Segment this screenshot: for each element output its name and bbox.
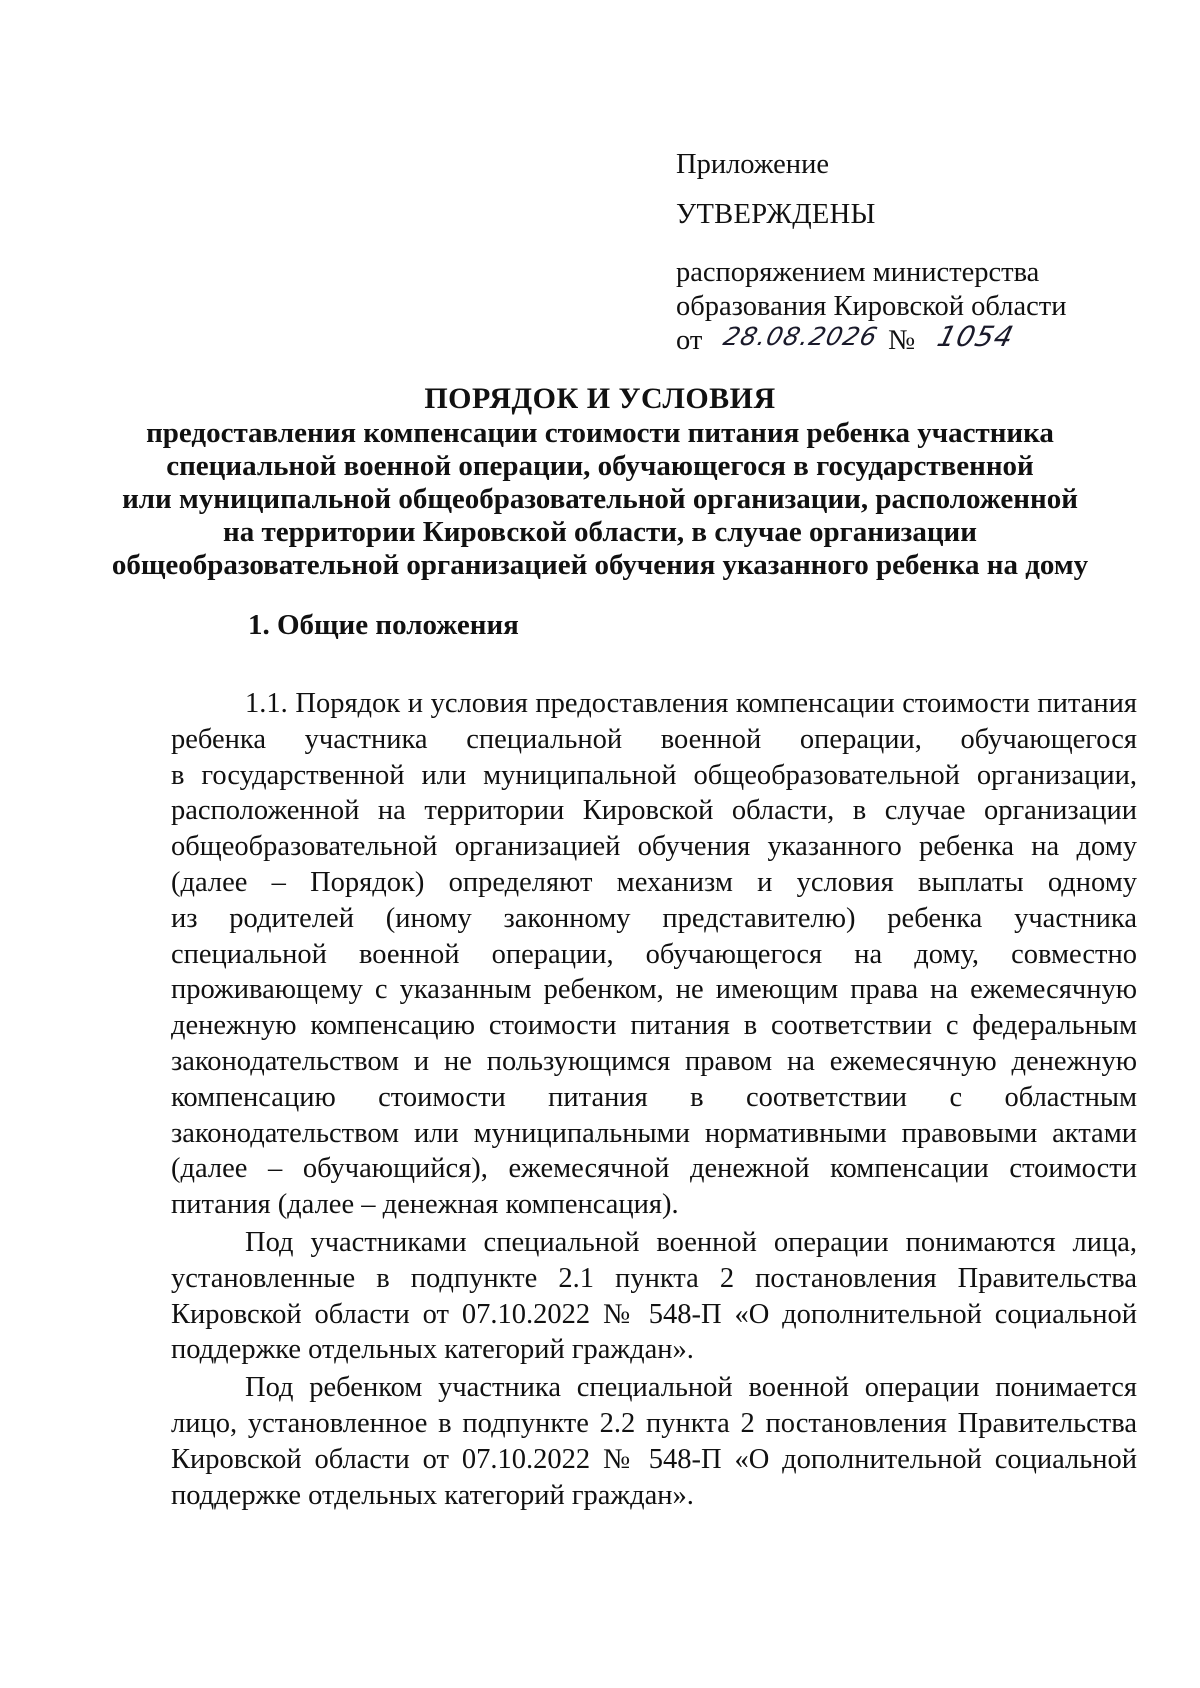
paragraph-svo-participants	[171, 1225, 1137, 1368]
title-subline: специальной военной операции, обучающегося в государственной	[166, 450, 1034, 482]
approval-line: образования Кировской области	[676, 291, 1067, 322]
handwritten-number: 1054	[934, 320, 1018, 353]
title-main: ПОРЯДОК И УСЛОВИЯ	[424, 382, 776, 415]
text-line: лицо, установленное в подпункте 2.2 пункта 2 постановления Правительства	[171, 1407, 1137, 1439]
text-line: законодательством и не пользующимся правом на ежемесячную денежную	[171, 1045, 1137, 1077]
number-sign: №	[888, 325, 916, 356]
text-line: поддержке отдельных категорий граждан».	[171, 1334, 694, 1366]
text-line: Под ребенком участника специальной военной операции понимается	[245, 1372, 1137, 1404]
text-line: проживающему с указанным ребенком, не имеющим права на ежемесячную	[171, 974, 1137, 1006]
text-line: Кировской области от 07.10.2022 № 548-П «О дополнительной социальной	[171, 1298, 1137, 1330]
text-line: ребенка участника специальной военной операции, обучающегося	[171, 723, 1137, 755]
handwritten-date: 28.08.2026	[720, 322, 881, 351]
title-subline: предоставления компенсации стоимости питания ребенка участника	[146, 417, 1054, 449]
approval-date-line	[676, 320, 1146, 364]
text-line: из родителей (иному законному представителю) ребенка участника	[171, 902, 1137, 934]
text-line: Под участниками специальной военной операции понимаются лица,	[245, 1226, 1137, 1258]
text-line: поддержке отдельных категорий граждан».	[171, 1479, 694, 1511]
paragraph-1-1	[171, 686, 1137, 1223]
text-line: (далее – Порядок) определяют механизм и условия выплаты одному	[171, 866, 1137, 898]
from-label: от	[676, 325, 703, 356]
appendix-label: Приложение	[676, 149, 829, 180]
text-line: питания (далее – денежная компенсация).	[171, 1189, 679, 1221]
approval-line: распоряжением министерства	[676, 257, 1040, 288]
title-subline: или муниципальной общеобразовательной организации, расположенной	[122, 483, 1078, 515]
text-line: компенсацию стоимости питания в соответствии с областным	[171, 1081, 1137, 1113]
text-line: (далее – обучающийся), ежемесячной денежной компенсации стоимости	[171, 1153, 1137, 1185]
text-line: общеобразовательной организацией обучения указанного ребенка на дому	[171, 831, 1137, 863]
text-line: расположенной на территории Кировской области, в случае организации	[171, 795, 1137, 827]
text-line: Кировской области от 07.10.2022 № 548-П «О дополнительной социальной	[171, 1443, 1137, 1475]
body-text	[171, 686, 1137, 1513]
text-line: 1.1. Порядок и условия предоставления компенсации стоимости питания	[245, 688, 1137, 719]
title-subline: на территории Кировской области, в случае организации	[223, 516, 977, 548]
approval-block	[676, 148, 1146, 364]
text-line: в государственной или муниципальной общеобразовательной организации,	[171, 759, 1137, 791]
section-heading: 1. Общие положения	[248, 609, 519, 641]
text-line: установленные в подпункте 2.1 пункта 2 постановления Правительства	[171, 1262, 1137, 1294]
text-line: специальной военной операции, обучающегося на дому, совместно	[171, 938, 1137, 970]
title-subline: общеобразовательной организацией обучения указанного ребенка на дому	[111, 549, 1089, 581]
approved-label: УТВЕРЖДЕНЫ	[676, 199, 876, 230]
paragraph-svo-child	[171, 1370, 1137, 1513]
text-line: денежную компенсацию стоимости питания в соответствии с федеральным	[171, 1010, 1137, 1042]
text-line: законодательством или муниципальными нормативными правовыми актами	[171, 1117, 1137, 1149]
document-title	[0, 382, 1200, 582]
